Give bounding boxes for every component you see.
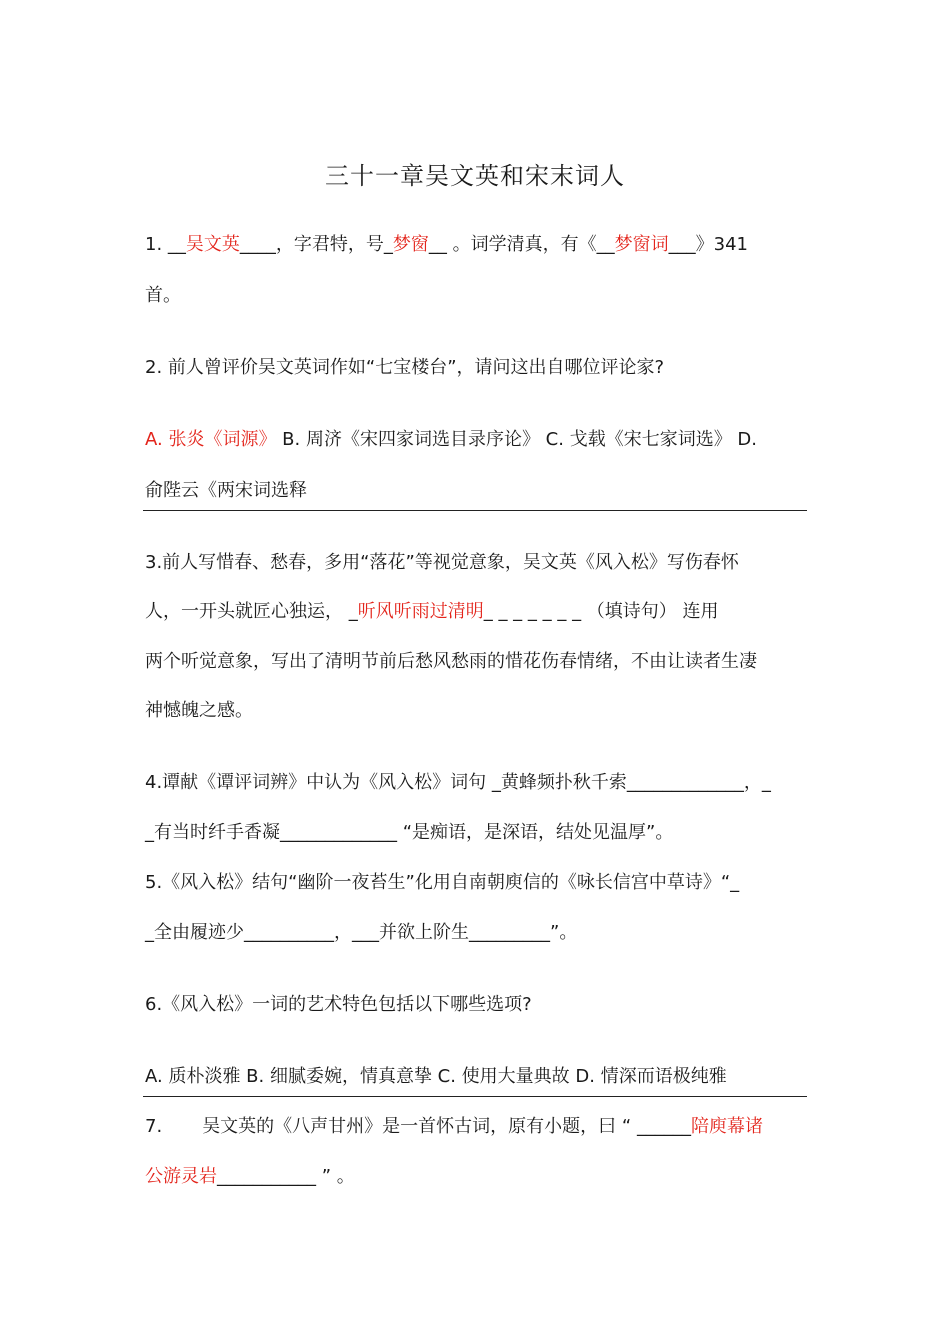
q3-line2 bbox=[145, 599, 719, 625]
q4-line2: _有当时纤手香凝_____________ “是痴语，是深语，结处见温厚”。 bbox=[145, 822, 674, 843]
q3-line1: 3.前人写惜春、愁春，多用“落花”等视觉意象，吴文英《风入松》写伤春怀 bbox=[145, 552, 739, 573]
q5-line1: 5.《风入松》结句“幽阶一夜苔生”化用自南朝庾信的《咏长信宫中草诗》“_ bbox=[145, 872, 740, 893]
q3-line3: 两个听觉意象，写出了清明节前后愁风愁雨的惜花伤春情绪，不由让读者生凄 bbox=[145, 651, 757, 672]
q6-options: A. 质朴淡雅 B. 细腻委婉，情真意挚 C. 使用大量典故 D. 情深而语极纯雅 bbox=[145, 1066, 727, 1087]
q7-answer-part1: 陪庾幕诸 bbox=[690, 1116, 763, 1137]
q1-line1 bbox=[145, 232, 748, 258]
divider bbox=[143, 510, 807, 511]
q7-line1 bbox=[145, 1114, 763, 1140]
q1-text-b: ____，字君特，号_ bbox=[239, 234, 393, 255]
q1-answer-hao: 梦窗 bbox=[392, 234, 429, 255]
q7-text-b: ___________ ” 。 bbox=[217, 1166, 355, 1187]
q3-line4: 神憾魄之感。 bbox=[145, 700, 253, 721]
q1-answer-collection: 梦窗词 bbox=[614, 234, 669, 255]
page-title: 三十一章吴文英和宋末词人 bbox=[325, 162, 625, 190]
q2-options-bcd: B. 周济《宋四家词选目录序论》 C. 戈载《宋七家词选》 D. bbox=[276, 429, 758, 450]
q7-line2 bbox=[145, 1164, 355, 1190]
q2-options bbox=[145, 427, 757, 453]
q7-number: 7. bbox=[145, 1116, 163, 1137]
divider bbox=[143, 1096, 807, 1097]
q1-text-a: 1. __ bbox=[145, 234, 186, 255]
q1-text-c: __ 。词学清真，有《__ bbox=[428, 234, 615, 255]
q6-question: 6.《风入松》一词的艺术特色包括以下哪些选项? bbox=[145, 994, 532, 1015]
q1-answer-name: 吴文英 bbox=[185, 234, 240, 255]
q2-question: 2. 前人曾评价吴文英词作如“七宝楼台”，请问这出自哪位评论家? bbox=[145, 357, 665, 378]
q3-answer: 听风听雨过清明 bbox=[357, 601, 484, 622]
q4-line1: 4.谭献《谭评词辨》中认为《风入松》词句 _黄蜂频扑秋千索_____________，_ bbox=[145, 772, 771, 793]
q7-answer-part2: 公游灵岩 bbox=[145, 1166, 217, 1187]
q1-text-d: ___》341 bbox=[668, 234, 748, 255]
q2-options-line2: 俞陛云《两宋词选释 bbox=[145, 480, 307, 501]
q3-text-a: 人，一开头就匠心独运， _ bbox=[145, 601, 358, 622]
q5-line2: _全由履迹少__________，___并欲上阶生_________”。 bbox=[145, 922, 578, 943]
q2-option-a: A. 张炎《词源》 bbox=[145, 429, 277, 450]
q1-line2: 首。 bbox=[145, 285, 181, 306]
q7-text-a: 吴文英的《八声甘州》是一首怀古词，原有小题，曰 “ ______ bbox=[202, 1116, 691, 1137]
q3-text-b: _ _ _ _ _ _ _ （填诗句） 连用 bbox=[483, 601, 719, 622]
